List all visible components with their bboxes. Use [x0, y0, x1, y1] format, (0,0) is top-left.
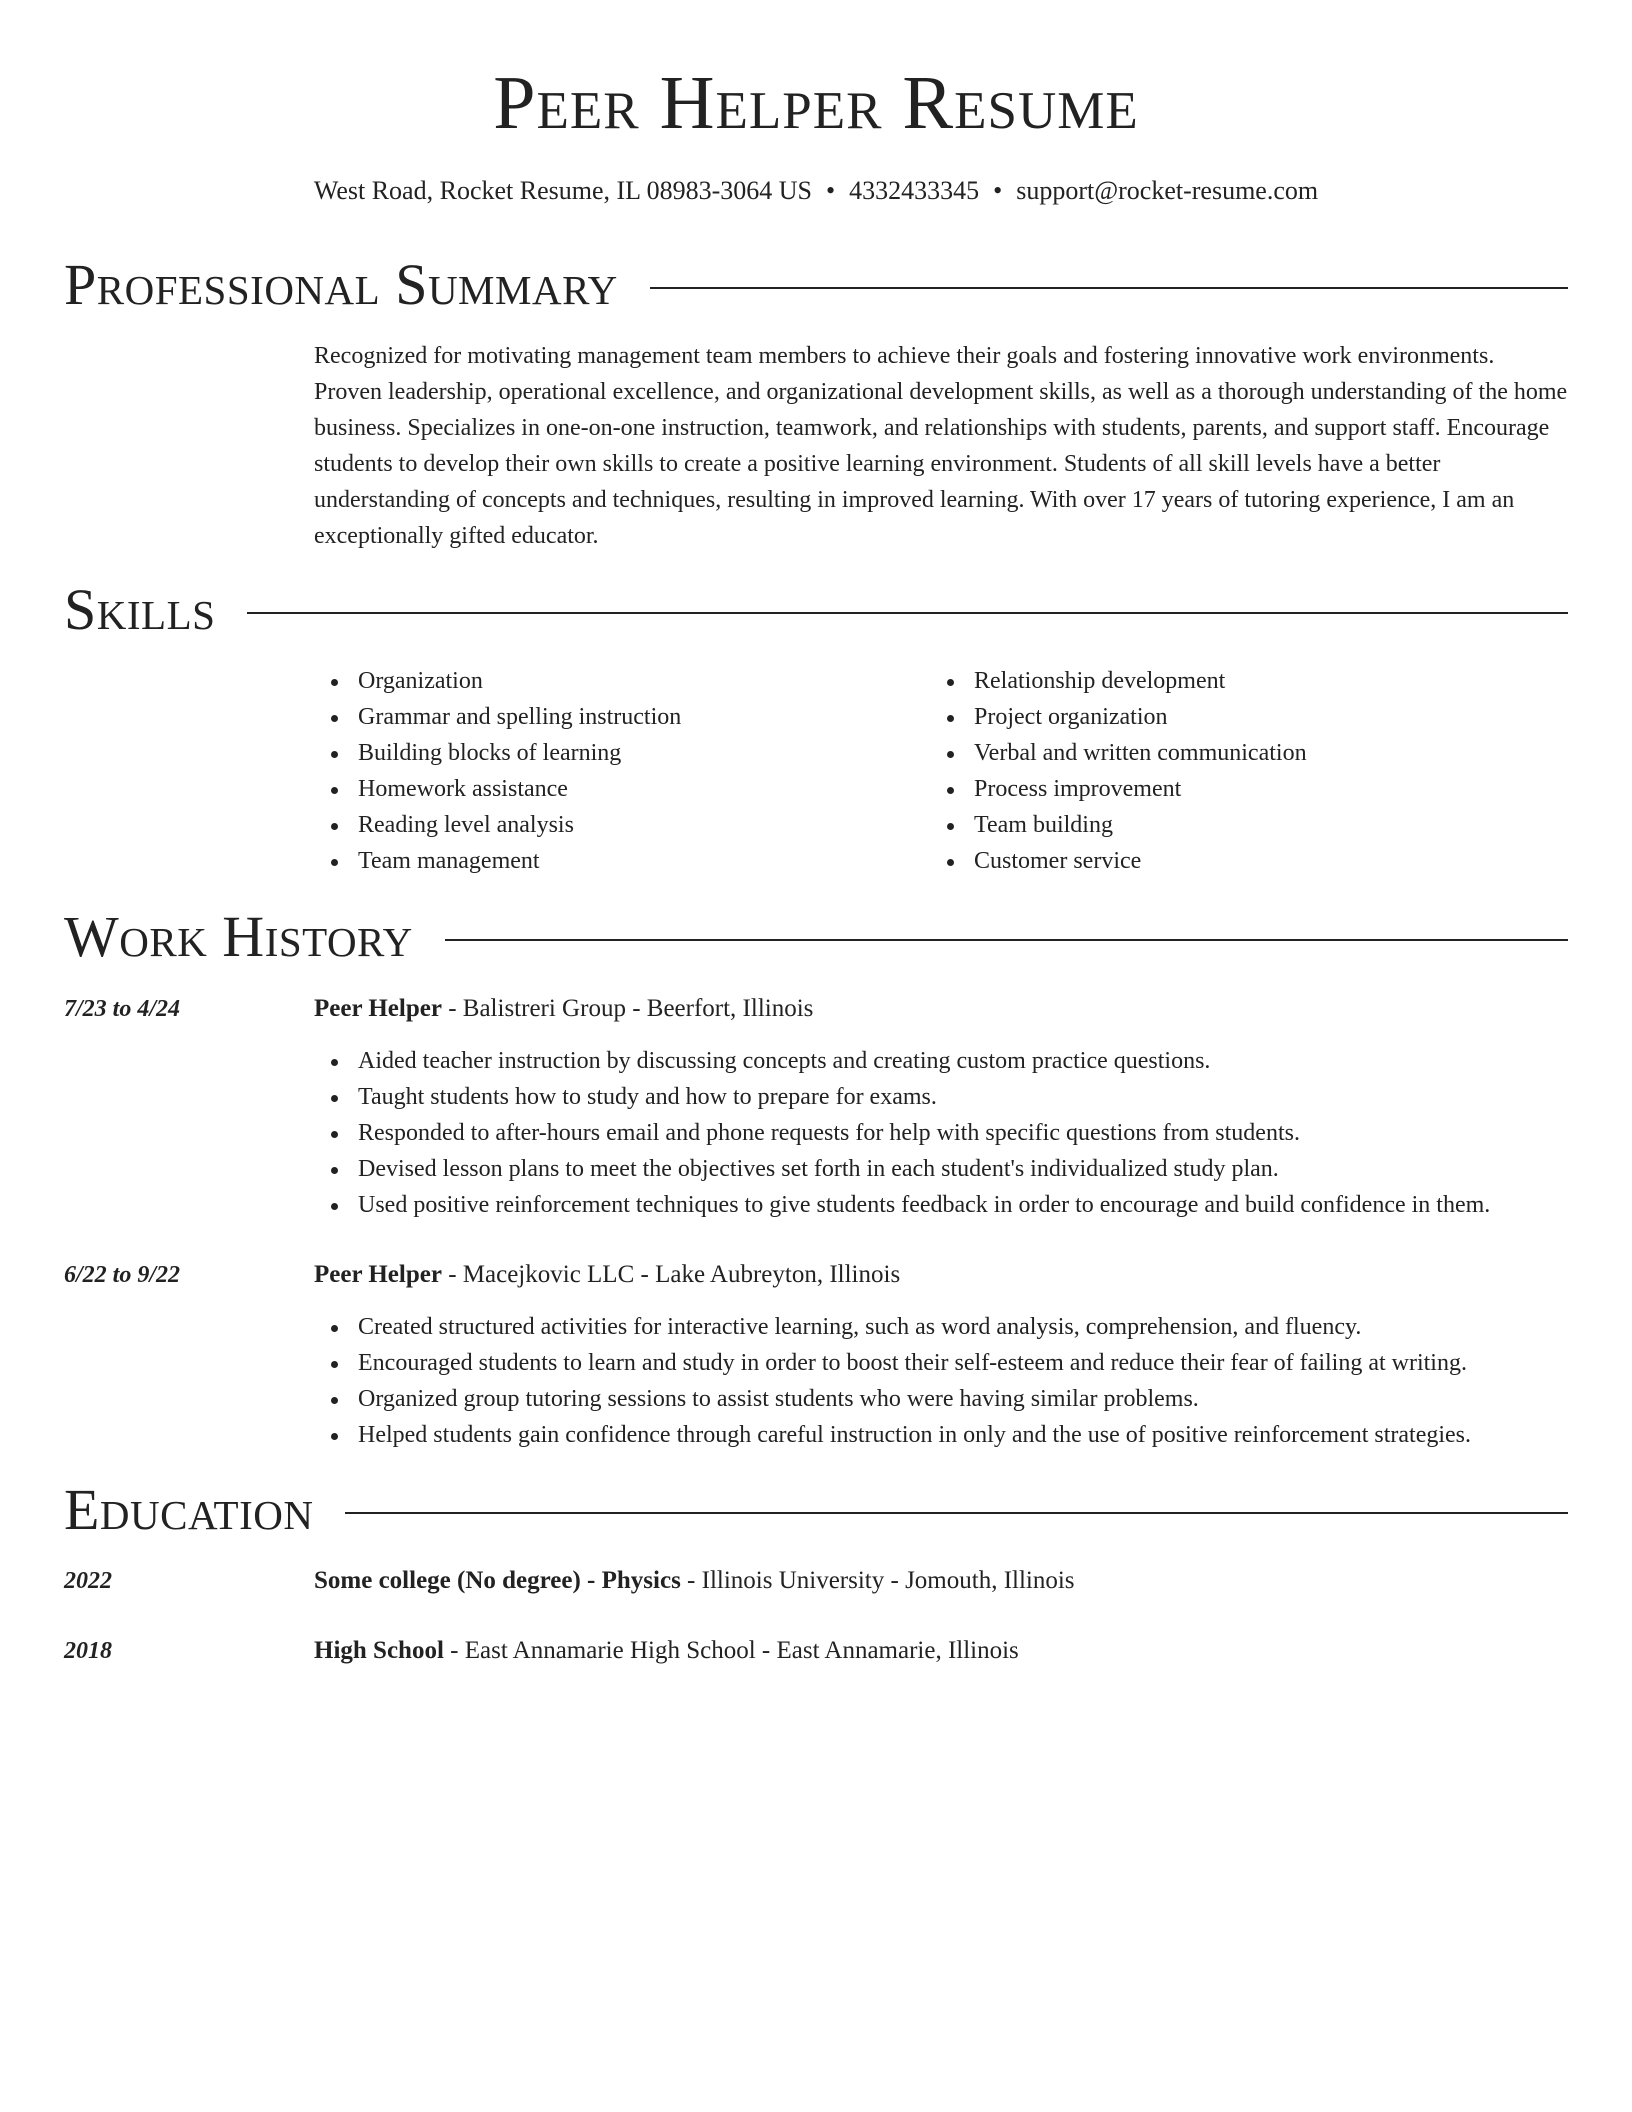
job-employer: - Macejkovic LLC - Lake Aubreyton, Illinois	[441, 1261, 901, 1288]
education-school: - Illinois University - Jomouth, Illinois	[680, 1567, 1075, 1594]
skill-item: Relationship development	[930, 663, 1530, 699]
phone: 4332433345	[849, 176, 980, 205]
skill-item: Team building	[930, 807, 1530, 843]
list-item: Used positive reinforcement techniques to give students feedback in order to encourage and build confidence in them.	[314, 1187, 1568, 1223]
job-position: Peer Helper	[314, 995, 442, 1022]
summary-text: Recognized for motivating management team members to achieve their goals and fostering innovative work environments. Proven leadership, operational excellence, and organizational development skills, as well as a thorough understanding of the home business. Specializes in one-on-one instruction, teamwork, and relationships with students, parents, and support staff. Encourage students to develop their own skills to create a positive learning environment. Students of all skill levels have a better understanding of concepts and techniques, resulting in improved learning. With over 17 years of tutoring experience, I am an exceptionally gifted educator.	[314, 343, 1568, 549]
email: support@rocket-resume.com	[1016, 176, 1319, 205]
resume-title: Peer Helper Resume	[493, 61, 1139, 145]
skill-item: Team management	[314, 843, 914, 879]
education-degree: High School	[314, 1637, 444, 1664]
skill-item: Building blocks of learning	[314, 735, 914, 771]
separator: •	[825, 176, 836, 205]
skill-item: Organization	[314, 663, 914, 699]
education-section-header	[64, 1475, 1568, 1545]
skills-section-header	[64, 575, 1568, 645]
section-heading: Professional Summary	[64, 252, 618, 317]
separator: •	[993, 176, 1003, 205]
job-title	[314, 991, 1568, 1027]
list-item: Helped students gain confidence through careful instruction in only and the use of positive reinforcement strategies.	[314, 1417, 1568, 1453]
list-item: Encouraged students to learn and study in order to boost their self-esteem and reduce their fear of failing at writing.	[314, 1345, 1568, 1381]
education-school: - East Annamarie High School - East Annamarie, Illinois	[443, 1637, 1019, 1664]
list-item: Taught students how to study and how to prepare for exams.	[314, 1079, 1568, 1115]
section-heading: Work History	[64, 904, 413, 969]
work-section-header	[64, 902, 1568, 972]
list-item: Responded to after-hours email and phone requests for help with specific questions from students.	[314, 1115, 1568, 1151]
skill-item: Verbal and written communication	[930, 735, 1530, 771]
skill-item: Reading level analysis	[314, 807, 914, 843]
education-date: 2018	[64, 1638, 112, 1664]
skills-list-right	[930, 663, 1530, 879]
list-item: Devised lesson plans to meet the objectives set forth in each student's individualized study plan.	[314, 1151, 1568, 1187]
section-divider	[345, 1512, 1568, 1514]
section-divider	[445, 939, 1568, 941]
job-date: 7/23 to 4/24	[64, 996, 181, 1022]
skills-list-left	[314, 663, 914, 879]
skill-item: Grammar and spelling instruction	[314, 699, 914, 735]
job-bullets	[314, 1309, 1568, 1453]
address: West Road, Rocket Resume, IL 08983-3064 US	[313, 176, 812, 205]
job-employer: - Balistreri Group - Beerfort, Illinois	[441, 995, 814, 1022]
skill-item: Homework assistance	[314, 771, 914, 807]
section-heading: Skills	[64, 577, 216, 642]
job-bullets	[314, 1043, 1568, 1223]
skill-item: Process improvement	[930, 771, 1530, 807]
list-item: Aided teacher instruction by discussing concepts and creating custom practice questions.	[314, 1043, 1568, 1079]
section-divider	[247, 612, 1568, 614]
education-degree: Some college (No degree) - Physics	[314, 1567, 681, 1594]
summary-section-header	[64, 250, 1568, 320]
skill-item: Customer service	[930, 843, 1530, 879]
job-title	[314, 1257, 1568, 1293]
education-title	[314, 1633, 1568, 1669]
skill-item: Project organization	[930, 699, 1530, 735]
section-heading: Education	[64, 1477, 314, 1542]
list-item: Created structured activities for interactive learning, such as word analysis, comprehension, and fluency.	[314, 1309, 1568, 1345]
list-item: Organized group tutoring sessions to assist students who were having similar problems.	[314, 1381, 1568, 1417]
job-date: 6/22 to 9/22	[64, 1262, 181, 1288]
education-title	[314, 1563, 1568, 1599]
education-date: 2022	[64, 1568, 112, 1594]
section-divider	[650, 287, 1568, 289]
job-position: Peer Helper	[314, 1261, 442, 1288]
contact-line	[64, 173, 1568, 209]
